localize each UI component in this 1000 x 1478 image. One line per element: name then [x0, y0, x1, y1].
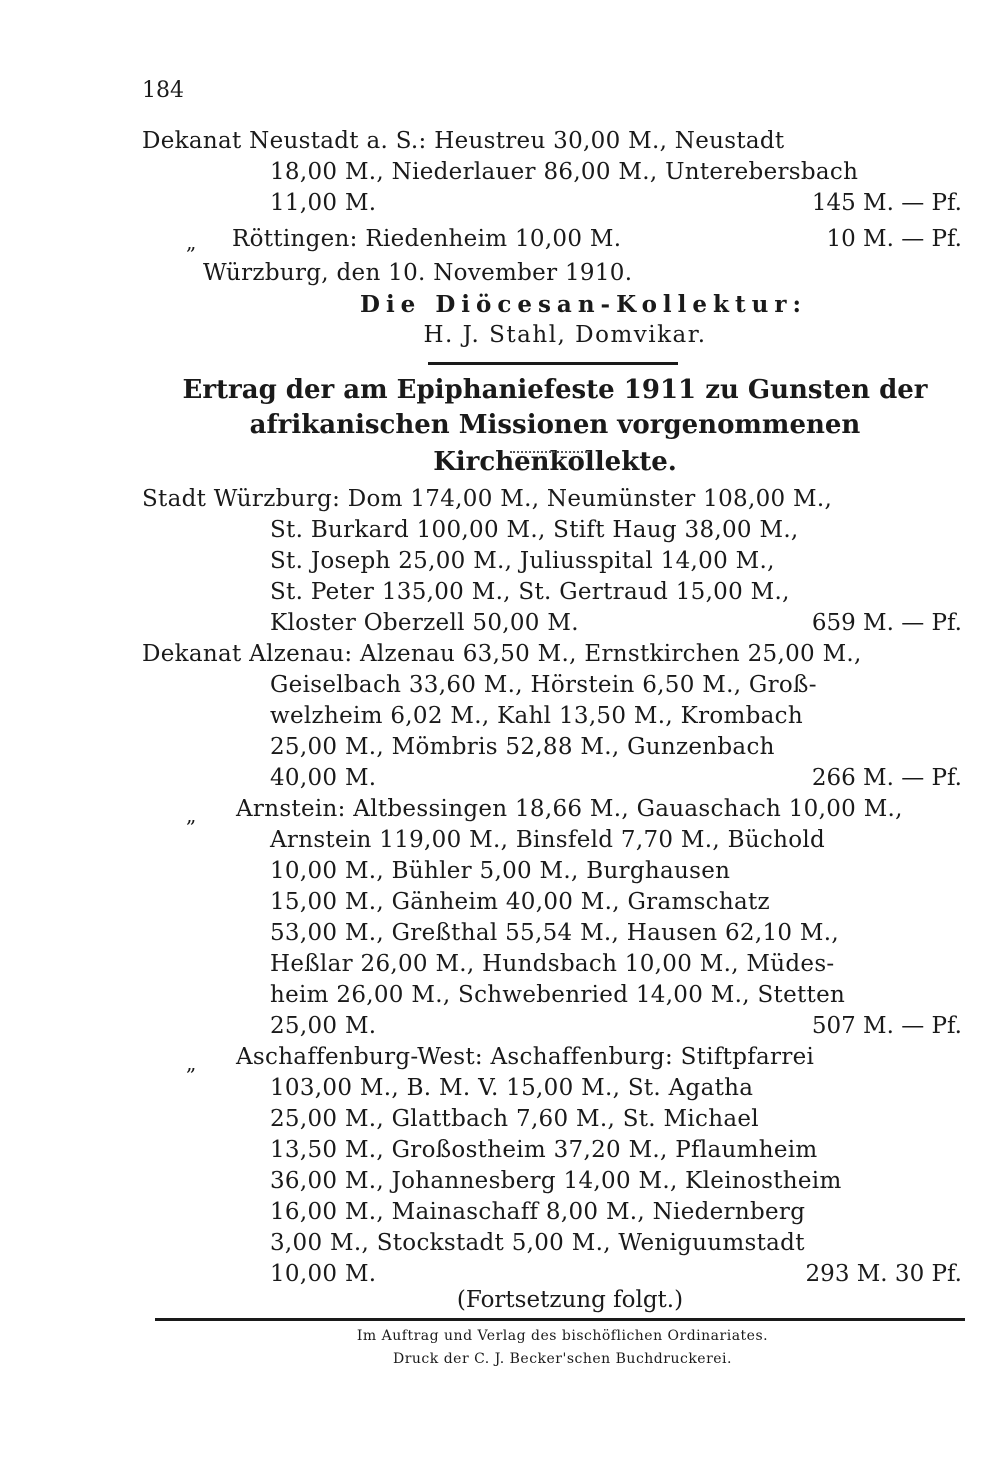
- entries-line: Heßlar 26,00 M., Hundsbach 10,00 M., Müdes-: [270, 951, 835, 977]
- decorative-rule: [510, 451, 590, 453]
- entries-line: St. Peter 135,00 M., St. Gertraud 15,00 M.,: [270, 579, 790, 605]
- page-number: 184: [142, 78, 184, 103]
- entries-line: 3,00 M., Stockstadt 5,00 M., Weniguumstadt: [270, 1230, 805, 1256]
- entries-line: heim 26,00 M., Schwebenried 14,00 M., Stetten: [270, 982, 846, 1008]
- top_section-amount: 10 M. — Pf.: [826, 226, 962, 252]
- top_section-line: Würzburg, den 10. November 1910.: [203, 260, 633, 286]
- entries-line: 25,00 M., Mömbris 52,88 M., Gunzenbach: [270, 734, 775, 760]
- entries-line: Dekanat Alzenau: Alzenau 63,50 M., Ernstkirchen 25,00 M.,: [142, 641, 862, 667]
- entries-line: 16,00 M., Mainaschaff 8,00 M., Niedernberg: [270, 1199, 806, 1225]
- entries-line: Arnstein 119,00 M., Binsfeld 7,70 M., Büchold: [270, 827, 826, 853]
- section-divider: [428, 362, 678, 365]
- footer-printer: Druck der C. J. Becker'schen Buchdruckerei.: [392, 1351, 732, 1367]
- entries-line: 103,00 M., B. M. V. 15,00 M., St. Agatha: [270, 1075, 754, 1101]
- entries-line: 25,00 M.: [270, 1013, 377, 1039]
- entries-line: 10,00 M., Bühler 5,00 M., Burghausen: [270, 858, 731, 884]
- entries-line: Arnstein: Altbessingen 18,66 M., Gauaschach 10,00 M.,: [236, 796, 903, 822]
- top_section-line: 18,00 M., Niederlauer 86,00 M., Unterebersbach: [270, 159, 859, 185]
- signature: H. J. Stahl, Domvikar.: [423, 322, 707, 348]
- entries-ditto-mark: „: [186, 1051, 197, 1075]
- entries-line: St. Joseph 25,00 M., Juliusspital 14,00 M.,: [270, 548, 775, 574]
- entries-line: St. Burkard 100,00 M., Stift Haug 38,00 M.,: [270, 517, 799, 543]
- footer-publisher: Im Auftrag und Verlag des bischöflichen Ordinariates.: [356, 1328, 769, 1344]
- entries-line: 10,00 M.: [270, 1261, 377, 1287]
- entries-line: 15,00 M., Gänheim 40,00 M., Gramschatz: [270, 889, 770, 915]
- heading-line-1: Ertrag der am Epiphaniefeste 1911 zu Gunsten der: [182, 375, 928, 405]
- entries-line: Aschaffenburg-West: Aschaffenburg: Stiftpfarrei: [236, 1044, 815, 1070]
- entries-amount: 507 M. — Pf.: [811, 1013, 962, 1039]
- top_section-line: Dekanat Neustadt a. S.: Heustreu 30,00 M., Neustadt: [142, 128, 785, 154]
- entries-line: Geiselbach 33,60 M., Hörstein 6,50 M., Groß-: [270, 672, 817, 698]
- entries-line: 13,50 M., Großostheim 37,20 M., Pflaumheim: [270, 1137, 818, 1163]
- top_section-line: 11,00 M.: [270, 190, 377, 216]
- entries-line: 53,00 M., Greßthal 55,54 M., Hausen 62,10 M.,: [270, 920, 840, 946]
- heading-line-2: afrikanischen Missionen vorgenommenen Kirchenkollekte.: [249, 410, 861, 477]
- entries-amount: 266 M. — Pf.: [811, 765, 962, 791]
- entries-ditto-mark: „: [186, 803, 197, 827]
- entries-line: Kloster Oberzell 50,00 M.: [270, 610, 579, 636]
- entries-line: 25,00 M., Glattbach 7,60 M., St. Michael: [270, 1106, 759, 1132]
- entries-line: welzheim 6,02 M., Kahl 13,50 M., Krombach: [270, 703, 803, 729]
- entries-line: 40,00 M.: [270, 765, 377, 791]
- entries-amount: 659 M. — Pf.: [811, 610, 962, 636]
- continuation-note: (Fortsetzung folgt.): [456, 1287, 684, 1313]
- top_section-ditto-mark: „: [186, 230, 197, 254]
- entries-amount: 293 M. 30 Pf.: [805, 1261, 962, 1287]
- entries-line: 36,00 M., Johannesberg 14,00 M., Kleinostheim: [270, 1168, 842, 1194]
- footer-rule: [155, 1318, 965, 1321]
- entries-line: Stadt Würzburg: Dom 174,00 M., Neumünster 108,00 M.,: [142, 486, 833, 512]
- top_section-amount: 145 M. — Pf.: [811, 190, 962, 216]
- office-name: Die Diöcesan-Kollektur:: [360, 291, 807, 318]
- top_section-line: Röttingen: Riedenheim 10,00 M.: [232, 226, 622, 252]
